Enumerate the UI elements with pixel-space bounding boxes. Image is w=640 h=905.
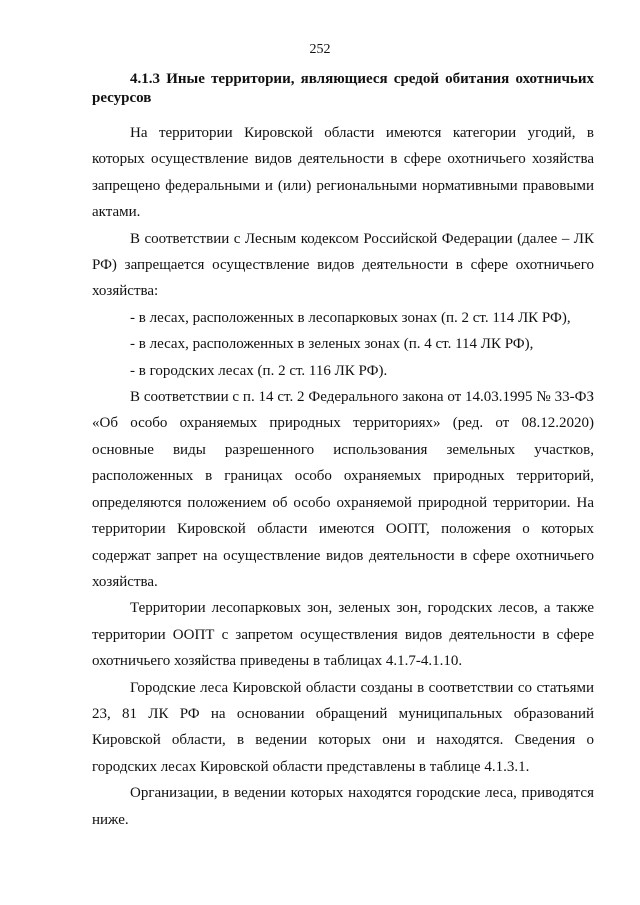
- list-item: - в лесах, расположенных в зеленых зонах (п. 4 ст. 114 ЛК РФ),: [130, 336, 534, 353]
- paragraph: Городские леса Кировской области созданы в соответствии со статьями 23, 81 ЛК РФ на основании обращений муниципальных образований Кировской области, в ведении которых они и находятся. Сведения о городских лесах Кировской области представлены в таблице 4.1.3.1.: [92, 679, 594, 775]
- paragraph: На территории Кировской области имеются категории угодий, в которых осуществление видов деятельности в сфере охотничьего хозяйства запрещено федеральными и (или) региональными нормативными правовыми актами.: [92, 125, 594, 221]
- paragraph: В соответствии с Лесным кодексом Российской Федерации (далее – ЛК РФ) запрещается осуществление видов деятельности в сфере охотничьего хозяйства:: [92, 230, 594, 300]
- page-number: 252: [309, 42, 331, 57]
- list-item: - в лесах, расположенных в лесопарковых зонах (п. 2 ст. 114 ЛК РФ),: [130, 309, 571, 326]
- page-content: [92, 70, 594, 833]
- list-item: - в городских лесах (п. 2 ст. 116 ЛК РФ).: [130, 362, 388, 379]
- section-heading: 4.1.3 Иные территории, являющиеся средой обитания охотничьих ресурсов: [92, 71, 594, 106]
- paragraph: Организации, в ведении которых находятся городские леса, приводятся ниже.: [92, 785, 594, 828]
- paragraph: Территории лесопарковых зон, зеленых зон, городских лесов, а также территории ООПТ с запретом осуществления видов деятельности в сфере охотничьего хозяйства приведены в таблицах 4.1.7-4.1.10.: [92, 600, 594, 670]
- paragraph: В соответствии с п. 14 ст. 2 Федерального закона от 14.03.1995 № 33-ФЗ «Об особо охраняемых природных территориях» (ред. от 08.12.2020) основные виды разрешенного использования земельных участков, расположенных в границах особо охраняемых природных территорий, определяются положением об особо охраняемой природной территории. На территории Кировской области имеются ООПТ, положения о которых содержат запрет на осуществление видов деятельности в сфере охотничьего хозяйства.: [92, 389, 594, 590]
